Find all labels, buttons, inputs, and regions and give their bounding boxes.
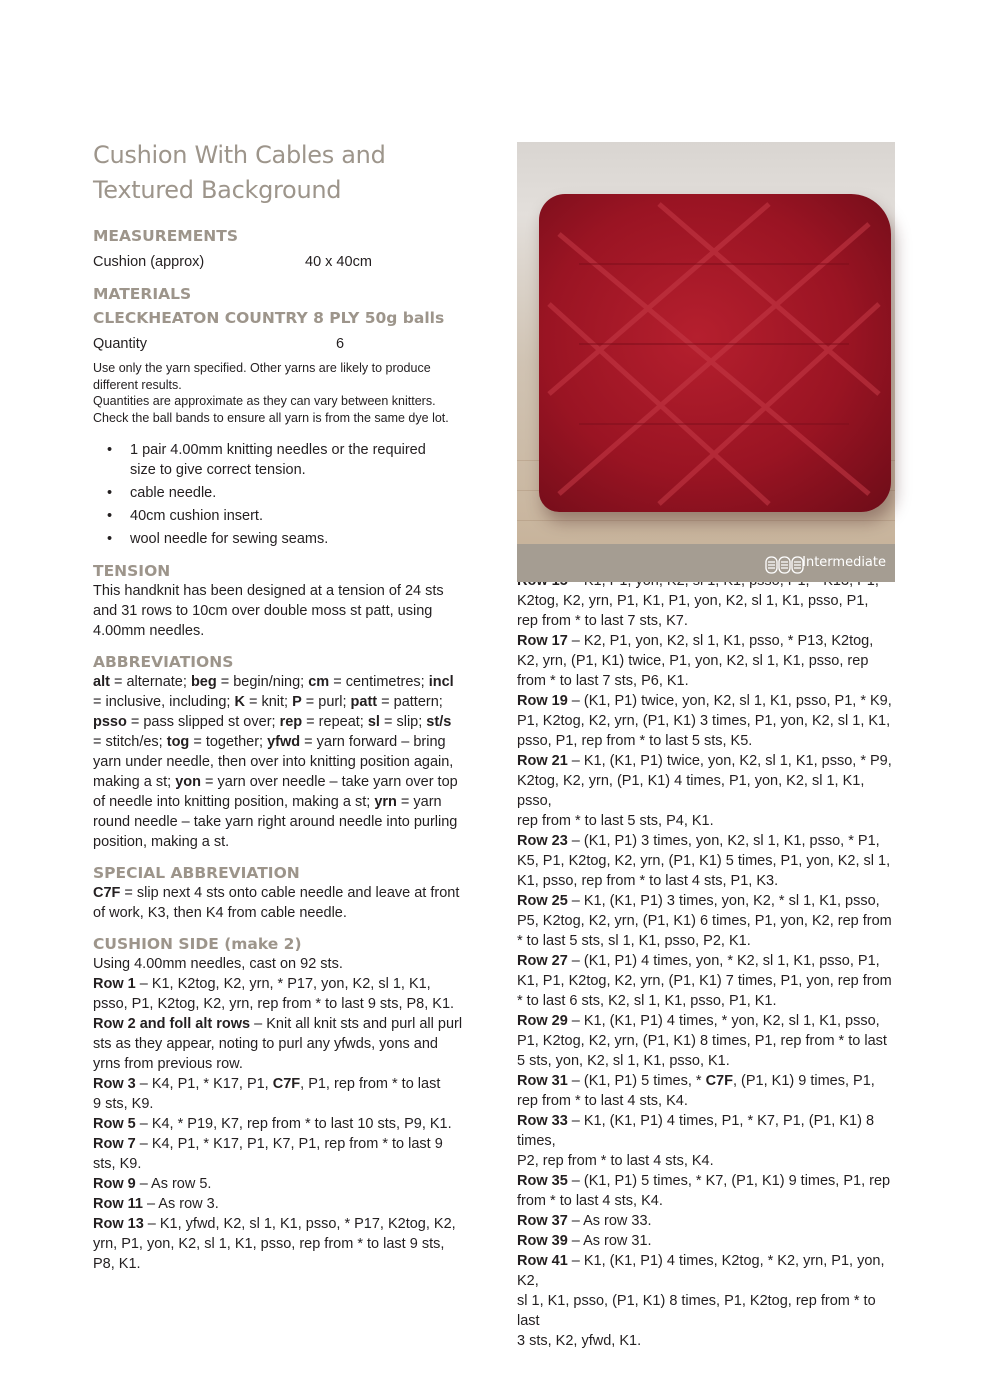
text-line xyxy=(93,692,473,712)
text-line xyxy=(517,611,897,631)
text-line xyxy=(517,691,897,711)
left-column xyxy=(93,138,473,1274)
bold-term: Row 1 xyxy=(93,976,136,992)
text-segment: – K4, P1, * K17, P1, K7, P1, rep from * to last 9 xyxy=(135,1136,443,1152)
text-segment: = knit; xyxy=(244,694,293,710)
text-line xyxy=(517,1091,897,1111)
bold-term: patt xyxy=(350,694,378,710)
text-segment: – K1, (K1, P1) 4 times, * yon, K2, sl 1, K1, psso, xyxy=(567,1013,880,1029)
text-segment: K1, P1, K2tog, K2, yrn, (P1, K1) 7 times, P1, yon, rep from xyxy=(517,973,892,989)
text-segment: – (K1, P1) twice, yon, K2, sl 1, K1, psso, P1, * K9, xyxy=(567,693,892,709)
text-segment: = centimetres; xyxy=(329,674,429,690)
abbreviations-heading: ABBREVIATIONS xyxy=(93,653,234,671)
special-abbreviation-heading: SPECIAL ABBREVIATION xyxy=(93,864,300,882)
cushion-side-section xyxy=(93,934,473,1274)
bold-term: Row 5 xyxy=(93,1116,136,1132)
measurements-section xyxy=(93,226,473,272)
text-line xyxy=(93,672,473,692)
tension-line: and 31 rows to 10cm over double moss st patt, using xyxy=(93,603,433,619)
text-line xyxy=(517,1291,897,1331)
list-item: • 1 pair 4.00mm knitting needles or the required size to give correct tension. xyxy=(107,442,426,478)
bold-term: Row 31 xyxy=(517,1073,568,1089)
text-segment: psso, P1, rep from * to last 5 sts, K5. xyxy=(517,733,753,749)
text-segment: of work, K3, then K4 from cable needle. xyxy=(93,905,347,921)
text-line xyxy=(517,831,897,851)
bold-term: Row 41 xyxy=(517,1253,568,1269)
cushion-side-text xyxy=(93,954,473,1274)
text-segment: – K1, K2tog, K2, yrn, * P17, yon, K2, sl 1, K1, xyxy=(135,976,431,992)
yarn-balls-icon xyxy=(765,554,805,576)
text-segment: psso, P1, K2tog, K2, yrn, rep from * to last 9 sts, P8, K1. xyxy=(93,996,455,1012)
text-segment: – K1, yfwd, K2, sl 1, K1, psso, * P17, K2tog, K2, xyxy=(143,1216,456,1232)
text-line xyxy=(93,1134,473,1154)
bold-term: Row 7 xyxy=(93,1136,136,1152)
text-line xyxy=(93,974,473,994)
cushion-photo xyxy=(517,142,895,570)
bold-term: Row 39 xyxy=(517,1233,568,1249)
text-line xyxy=(93,954,473,974)
text-segment: P5, K2tog, K2, yrn, (P1, K1) 6 times, P1, yon, K2, rep from xyxy=(517,913,892,929)
text-segment: P1, K2tog, K2, yrn, (P1, K1) 8 times, P1, rep from * to last xyxy=(517,1033,887,1049)
text-segment: = yarn xyxy=(396,794,442,810)
bold-term: Row 11 xyxy=(93,1196,143,1212)
text-segment: position, making a st. xyxy=(93,834,230,850)
text-line xyxy=(517,1031,897,1051)
measurements-label: Cushion (approx) xyxy=(93,254,205,270)
text-line xyxy=(93,1074,473,1094)
text-line xyxy=(517,911,897,931)
text-segment: = begin/ning; xyxy=(216,674,309,690)
bullet-icon: • xyxy=(107,531,113,547)
text-line xyxy=(517,951,897,971)
text-segment: – K2, P1, yon, K2, sl 1, K1, psso, * P13, K2tog, xyxy=(567,633,874,649)
page-title xyxy=(93,138,473,208)
yarn-note xyxy=(93,360,473,426)
title-line-2: Textured Background xyxy=(93,176,342,204)
tension-section xyxy=(93,561,473,641)
text-line xyxy=(93,994,473,1014)
bullet-icon: • xyxy=(107,442,113,458)
text-line xyxy=(93,1174,473,1194)
text-segment: – Knit all knit sts and purl all purl xyxy=(250,1016,463,1032)
text-line xyxy=(517,671,897,691)
text-segment: = repeat; xyxy=(302,714,368,730)
text-segment: – As row 31. xyxy=(567,1233,652,1249)
text-line xyxy=(517,851,897,871)
text-segment: , P1, rep from * to last xyxy=(300,1076,441,1092)
text-segment: yrn, P1, yon, K2, sl 1, K1, psso, rep from * to last 9 sts, xyxy=(93,1236,445,1252)
rows-continued-text xyxy=(517,571,897,1351)
text-segment: = pass slipped st over; xyxy=(126,714,280,730)
yarn-heading: CLECKHEATON COUNTRY 8 PLY 50g balls xyxy=(93,309,445,327)
abbreviations-section xyxy=(93,652,473,852)
text-segment: = alternate; xyxy=(109,674,191,690)
bold-term: Row 35 xyxy=(517,1173,568,1189)
bold-term: yrn xyxy=(374,794,397,810)
quantity-value: 6 xyxy=(336,336,345,352)
materials-section xyxy=(93,284,473,549)
bold-term: K xyxy=(234,694,245,710)
text-line xyxy=(93,732,473,752)
text-segment: yarn under needle, then over into knitting position again, xyxy=(93,754,454,770)
text-line xyxy=(93,1014,473,1034)
text-segment: = yarn forward – bring xyxy=(300,734,446,750)
text-segment: 3 sts, K2, yfwd, K1. xyxy=(517,1333,642,1349)
materials-heading: MATERIALS xyxy=(93,285,192,303)
text-segment: K2tog, K2, yrn, P1, K1, P1, yon, K2, sl 1, K1, psso, P1, xyxy=(517,593,869,609)
cushion-image xyxy=(539,194,891,512)
text-line xyxy=(517,1111,897,1151)
text-segment: yrns from previous row. xyxy=(93,1056,243,1072)
text-line xyxy=(517,1071,897,1091)
bold-term: Row 17 xyxy=(517,633,568,649)
text-segment: K5, P1, K2tog, K2, yrn, (P1, K1) 5 times, P1, yon, K2, sl 1, xyxy=(517,853,891,869)
bold-term: Row 23 xyxy=(517,833,568,849)
text-line xyxy=(93,1234,473,1254)
text-segment: rep from * to last 7 sts, K7. xyxy=(517,613,688,629)
bold-term: C7F xyxy=(705,1073,733,1089)
bold-term: Row 21 xyxy=(517,753,568,769)
bold-term: Row 27 xyxy=(517,953,568,969)
text-segment: = inclusive, including; xyxy=(93,694,235,710)
tension-line: 4.00mm needles. xyxy=(93,623,205,639)
bold-term: Row 2 and foll alt rows xyxy=(93,1016,251,1032)
text-line xyxy=(517,1051,897,1071)
text-line xyxy=(93,1194,473,1214)
bold-term: Row 25 xyxy=(517,893,568,909)
text-segment: making a st; xyxy=(93,774,176,790)
text-line xyxy=(93,1254,473,1274)
text-segment: * to last 5 sts, sl 1, K1, psso, P2, K1. xyxy=(517,933,751,949)
text-segment: – K4, * P19, K7, rep from * to last 10 sts, P9, K1. xyxy=(135,1116,452,1132)
text-line xyxy=(517,1151,897,1171)
materials-list xyxy=(93,440,473,549)
bold-term: Row 13 xyxy=(93,1216,144,1232)
text-segment: – K1, (K1, P1) 4 times, P1, * K7, P1, (P1, K1) 8 times, xyxy=(517,1113,875,1149)
text-segment: sts, K9. xyxy=(93,1156,142,1172)
text-line xyxy=(517,931,897,951)
text-line xyxy=(517,1251,897,1291)
text-line xyxy=(93,752,473,772)
text-segment: = slip next 4 sts onto cable needle and leave at front xyxy=(120,885,460,901)
text-segment: P1, K2tog, K2, yrn, (P1, K1) 3 times, P1, yon, K2, sl 1, K1, xyxy=(517,713,891,729)
text-line xyxy=(517,891,897,911)
bold-term: Row 9 xyxy=(93,1176,136,1192)
bold-term: P xyxy=(292,694,302,710)
text-segment: – (K1, P1) 3 times, yon, K2, sl 1, K1, psso, * P1, xyxy=(567,833,880,849)
quantity-label: Quantity xyxy=(93,336,147,352)
text-line xyxy=(93,772,473,792)
list-item: • wool needle for sewing seams. xyxy=(107,531,329,547)
text-segment: – (K1, P1) 5 times, * xyxy=(567,1073,706,1089)
text-segment: P2, rep from * to last 4 sts, K4. xyxy=(517,1153,714,1169)
text-segment: – K1, (K1, P1) 4 times, K2tog, * K2, yrn, P1, yon, K2, xyxy=(517,1253,885,1289)
text-segment: from * to last 7 sts, P6, K1. xyxy=(517,673,689,689)
text-line xyxy=(517,771,897,811)
text-segment: – K4, P1, * K17, P1, xyxy=(135,1076,273,1092)
bold-term: yon xyxy=(175,774,201,790)
bold-term: Row 33 xyxy=(517,1113,568,1129)
text-segment: – As row 5. xyxy=(135,1176,212,1192)
text-line xyxy=(93,792,473,812)
text-segment: K1, psso, rep from * to last 4 sts, P1, K3. xyxy=(517,873,779,889)
bold-term: Row 3 xyxy=(93,1076,136,1092)
text-segment: – As row 33. xyxy=(567,1213,652,1229)
text-segment: – K1, (K1, P1) twice, yon, K2, sl 1, K1, psso, * P9, xyxy=(567,753,892,769)
list-item: • cable needle. xyxy=(107,485,217,501)
title-line-1: Cushion With Cables and xyxy=(93,141,386,169)
bold-term: cm xyxy=(308,674,330,690)
text-segment: sts as they appear, noting to purl any yfwds, yons and xyxy=(93,1036,438,1052)
measurements-heading: MEASUREMENTS xyxy=(93,227,239,245)
bold-term: C7F xyxy=(93,885,121,901)
text-line xyxy=(93,1094,473,1114)
quantity-row xyxy=(93,334,473,354)
note-line: Use only the yarn specified. Other yarns are likely to produce xyxy=(93,361,431,375)
text-segment: from * to last 4 sts, K4. xyxy=(517,1193,663,1209)
text-segment: 5 sts, yon, K2, sl 1, K1, psso, K1. xyxy=(517,1053,730,1069)
bold-term: rep xyxy=(279,714,303,730)
text-segment: = purl; xyxy=(301,694,351,710)
text-line xyxy=(93,1114,473,1134)
note-line: Quantities are approximate as they can vary between knitters. xyxy=(93,394,436,408)
measurements-row xyxy=(93,252,473,272)
text-segment: round needle – take yarn right around needle into purling xyxy=(93,814,458,830)
text-line xyxy=(517,1191,897,1211)
text-line xyxy=(517,1011,897,1031)
text-line xyxy=(93,1154,473,1174)
right-column xyxy=(517,138,897,1351)
text-line xyxy=(517,591,897,611)
text-line xyxy=(517,1331,897,1351)
text-segment: of needle into knitting position, making a st; xyxy=(93,794,375,810)
text-segment: – K1, (K1, P1) 3 times, yon, K2, * sl 1, K1, psso, xyxy=(567,893,880,909)
text-line xyxy=(517,751,897,771)
text-line xyxy=(517,651,897,671)
text-segment: 9 sts, K9. xyxy=(93,1096,154,1112)
text-line xyxy=(517,711,897,731)
bold-term: psso xyxy=(93,714,127,730)
bold-term: alt xyxy=(93,674,110,690)
text-line xyxy=(517,1211,897,1231)
text-line xyxy=(93,1054,473,1074)
text-line xyxy=(93,1214,473,1234)
text-line xyxy=(93,712,473,732)
text-segment: = stitch/es; xyxy=(93,734,167,750)
text-segment: – (K1, P1) 5 times, * K7, (P1, K1) 9 times, P1, rep xyxy=(567,1173,891,1189)
abbreviations-text xyxy=(93,672,473,852)
tension-heading: TENSION xyxy=(93,562,171,580)
note-line: different results. xyxy=(93,377,182,392)
text-line xyxy=(93,1034,473,1054)
bold-term: Row 19 xyxy=(517,693,568,709)
text-segment: sl 1, K1, psso, (P1, K1) 8 times, P1, K2tog, rep from * to last xyxy=(517,1293,876,1329)
text-segment: – As row 3. xyxy=(142,1196,219,1212)
text-line xyxy=(517,1171,897,1191)
bold-term: Row 29 xyxy=(517,1013,568,1029)
text-segment: , (P1, K1) 9 times, P1, xyxy=(732,1073,875,1089)
cushion-side-heading: CUSHION SIDE (make 2) xyxy=(93,935,302,953)
text-line xyxy=(517,731,897,751)
bullet-icon: • xyxy=(107,485,113,501)
bold-term: sl xyxy=(367,714,380,730)
text-segment: * to last 6 sts, K2, sl 1, K1, psso, P1, K1. xyxy=(517,993,777,1009)
text-line xyxy=(517,1231,897,1251)
bullet-icon: • xyxy=(107,508,113,524)
special-abbreviation-section xyxy=(93,863,473,923)
bold-term: tog xyxy=(166,734,190,750)
text-segment: rep from * to last 5 sts, P4, K1. xyxy=(517,813,714,829)
text-segment: = together; xyxy=(189,734,268,750)
text-segment: K2, yrn, (P1, K1) twice, P1, yon, K2, sl 1, K1, psso, rep xyxy=(517,653,869,669)
measurements-value: 40 x 40cm xyxy=(305,254,372,270)
text-segment: – (K1, P1) 4 times, yon, * K2, sl 1, K1, psso, P1, xyxy=(567,953,880,969)
text-segment: Using 4.00mm needles, cast on 92 sts. xyxy=(93,956,343,972)
bold-term: Row 37 xyxy=(517,1213,568,1229)
bold-term: incl xyxy=(428,674,454,690)
text-segment: = slip; xyxy=(379,714,427,730)
skill-level-badge xyxy=(517,544,895,582)
text-line xyxy=(93,883,473,903)
skill-level-label: Intermediate xyxy=(802,555,886,570)
tension-line: This handknit has been designed at a tension of 24 sts xyxy=(93,583,444,599)
text-line xyxy=(517,971,897,991)
text-line xyxy=(93,903,473,923)
text-segment: = pattern; xyxy=(377,694,443,710)
bold-term: yfwd xyxy=(267,734,301,750)
text-line xyxy=(93,812,473,832)
bold-term: C7F xyxy=(272,1076,301,1092)
text-line xyxy=(517,871,897,891)
text-line xyxy=(517,631,897,651)
text-line xyxy=(517,811,897,831)
special-abbreviation-text xyxy=(93,883,473,923)
list-item: • 40cm cushion insert. xyxy=(107,508,263,524)
text-line xyxy=(93,832,473,852)
text-segment: P8, K1. xyxy=(93,1256,141,1272)
bold-term: beg xyxy=(190,674,217,690)
text-segment: = yarn over needle – take yarn over top xyxy=(200,774,458,790)
text-line xyxy=(517,991,897,1011)
note-line: Check the ball bands to ensure all yarn is from the same dye lot. xyxy=(93,410,449,425)
bold-term: st/s xyxy=(426,714,452,730)
text-segment: K2tog, K2, yrn, (P1, K1) 4 times, P1, yon, K2, sl 1, K1, psso, xyxy=(517,773,865,809)
text-segment: rep from * to last 4 sts, K4. xyxy=(517,1093,688,1109)
